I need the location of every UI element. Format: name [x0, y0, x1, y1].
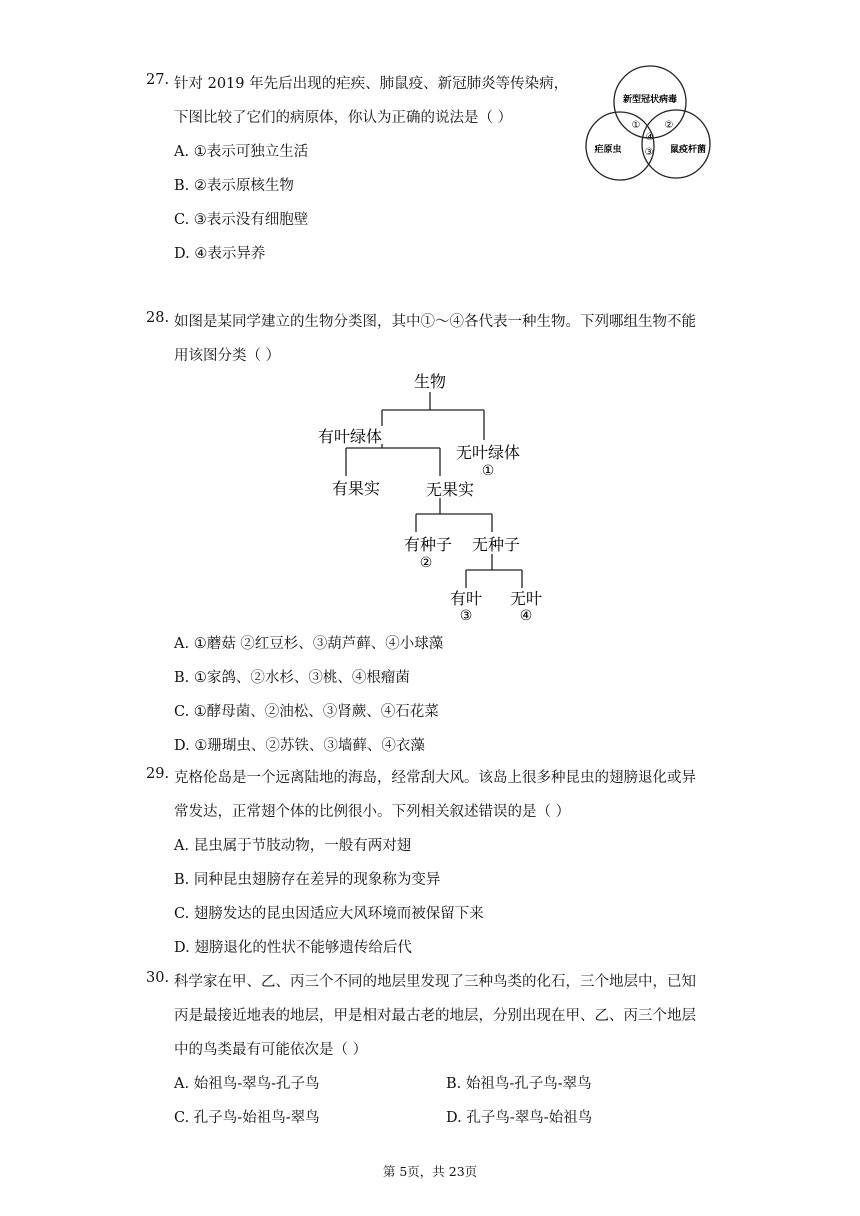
q29-option-b: B. 同种昆虫翅膀存在差异的现象称为变异 — [174, 872, 441, 888]
q27-option-a: A. ①表示可独立生活 — [174, 144, 309, 160]
tree-node-no-leaf: 无叶 — [509, 589, 543, 608]
q29-option-d: D. 翅膀退化的性状不能够遗传给后代 — [174, 940, 412, 956]
q30-stem-line1: 科学家在甲、乙、丙三个不同的地层里发现了三种鸟类的化石，三个地层中，已知 — [174, 974, 696, 990]
q28-number: 28. — [146, 310, 170, 326]
q27-number: 27. — [146, 72, 170, 88]
q30-option-a: A. 始祖鸟-翠鸟-孔子鸟 — [174, 1076, 320, 1092]
q28-stem-line2: 用该图分类（ ） — [174, 348, 281, 364]
q27-stem-line2: 下图比较了它们的病原体，你认为正确的说法是（ ） — [174, 110, 513, 126]
q28-stem-line1: 如图是某同学建立的生物分类图，其中①～④各代表一种生物。下列哪组生物不能 — [174, 314, 696, 330]
q27-option-b: B. ②表示原核生物 — [174, 178, 294, 194]
q30-stem-line2: 丙是最接近地表的地层，甲是相对最古老的地层，分别出现在甲、乙、丙三个地层 — [174, 1008, 696, 1024]
page-footer: 第 5页，共 23页 — [382, 1164, 478, 1179]
tree-node-has-leaf: 有叶 — [449, 589, 483, 608]
q29-stem-line2: 常发达，正常翅个体的比例很小。下列相关叙述错误的是（ ） — [174, 804, 571, 820]
q29-number: 29. — [146, 766, 170, 782]
venn-label-virus: 新型冠状病毒 — [622, 95, 678, 105]
q30-option-c: C. 孔子鸟-始祖鸟-翠鸟 — [174, 1110, 320, 1126]
tree-mark-2: ② — [419, 555, 433, 571]
q30-stem-line3: 中的鸟类最有可能依次是（ ） — [174, 1042, 368, 1058]
q30-option-b: B. 始祖鸟-孔子鸟-翠鸟 — [446, 1076, 592, 1092]
venn-mark-2: ② — [664, 120, 674, 131]
tree-node-no-seed: 无种子 — [471, 535, 521, 554]
classification-tree — [300, 362, 560, 627]
venn-mark-3: ③ — [644, 147, 654, 158]
tree-root: 生物 — [413, 372, 447, 391]
venn-label-bacteria: 鼠疫杆菌 — [669, 145, 707, 155]
tree-node-has-fruit: 有果实 — [331, 479, 381, 498]
q28-option-a: A. ①蘑菇 ②红豆杉、③葫芦藓、④小球藻 — [174, 636, 444, 652]
q28-option-d: D. ①珊瑚虫、②苏铁、③墙藓、④衣藻 — [174, 738, 425, 754]
q27-option-c: C. ③表示没有细胞壁 — [174, 212, 309, 228]
venn-mark-1: ① — [631, 120, 641, 131]
tree-mark-4: ④ — [519, 608, 533, 624]
venn-mark-4: ④ — [645, 132, 655, 143]
tree-mark-3: ③ — [459, 608, 473, 624]
venn-diagram — [580, 64, 720, 182]
q27-stem-line1: 针对 2019 年先后出现的疟疾、肺鼠疫、新冠肺炎等传染病， — [174, 76, 569, 92]
q27-option-d: D. ④表示异养 — [174, 246, 266, 262]
q28-option-c: C. ①酵母菌、②油松、③肾蕨、④石花菜 — [174, 704, 439, 720]
tree-node-has-seed: 有种子 — [403, 535, 453, 554]
q29-option-a: A. 昆虫属于节肢动物，一般有两对翅 — [174, 838, 412, 854]
q29-option-c: C. 翅膀发达的昆虫因适应大风环境而被保留下来 — [174, 906, 484, 922]
q28-option-b: B. ①家鸽、②水杉、③桃、④根瘤菌 — [174, 670, 410, 686]
tree-node-no-chlorophyll: 无叶绿体 — [455, 443, 521, 462]
q30-option-d: D. 孔子鸟-翠鸟-始祖鸟 — [446, 1110, 593, 1126]
tree-node-no-fruit: 无果实 — [425, 480, 475, 499]
q30-number: 30. — [146, 970, 170, 986]
q29-stem-line1: 克格伦岛是一个远离陆地的海岛，经常刮大风。该岛上很多种昆虫的翅膀退化或异 — [174, 770, 696, 786]
tree-node-has-chlorophyll: 有叶绿体 — [317, 427, 383, 446]
venn-label-plasmodium: 疟原虫 — [594, 145, 622, 155]
tree-mark-1: ① — [481, 463, 495, 479]
